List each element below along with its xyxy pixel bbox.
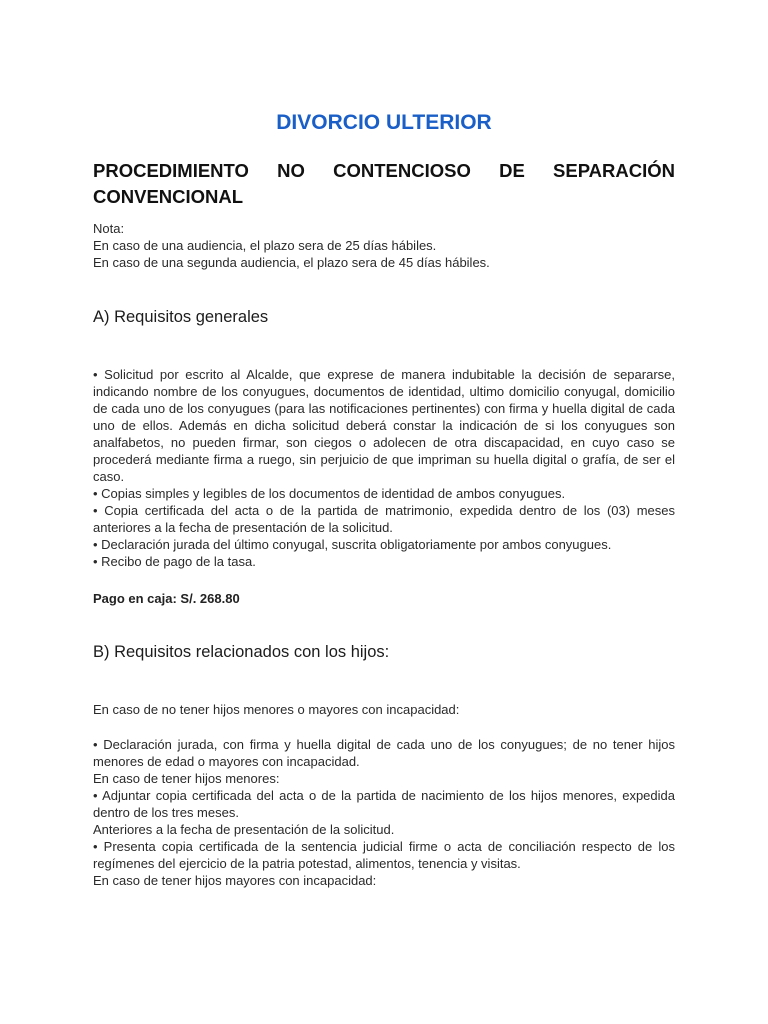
section-b-intro-text: En caso de no tener hijos menores o mayores con incapacidad:	[93, 702, 460, 717]
section-b-requirements	[93, 736, 675, 889]
requirement-item: • Declaración jurada del último conyugal, suscrita obligatoriamente por ambos conyugues.	[93, 537, 612, 552]
note-label: Nota:	[93, 221, 125, 236]
requirement-item: • Copia certificada del acta o de la partida de matrimonio, expedida dentro de los (03) meses anteriores a la fecha de presentación de la solicitud.	[93, 503, 675, 535]
section-a-requirements	[93, 366, 675, 570]
payment-amount: Pago en caja: S/. 268.80	[93, 591, 240, 606]
note-line-2: En caso de una segunda audiencia, el plazo sera de 45 días hábiles.	[93, 255, 490, 270]
requirement-subheading: En caso de tener hijos mayores con incapacidad:	[93, 873, 377, 888]
requirement-item: • Presenta copia certificada de la sentencia judicial firme o acta de conciliación respecto de los regímenes del ejercicio de la patria potestad, alimentos, tenencia y visitas.	[93, 839, 675, 871]
requirement-item: • Solicitud por escrito al Alcalde, que exprese de manera indubitable la decisión de separarse, indicando nombre de los conyugues, documentos de identidad, ultimo domicilio conyugal, domicilio de cada uno de los conyugues (para las notificaciones pertinentes) con firma y huella digital de cada uno de ellos. Además en dicha solicitud deberá constar la indicación de si los conyugues son analfabetos, no pueden firmar, son ciegos o adolecen de otra discapacidad, en cuyo caso se procederá mediante firma a ruego, sin perjuicio de que impriman su huella digital o grafía, de ser el caso.	[93, 367, 675, 484]
requirement-item: • Recibo de pago de la tasa.	[93, 554, 256, 569]
section-a-heading: A) Requisitos generales	[93, 308, 269, 326]
requirement-item: • Adjuntar copia certificada del acta o de la partida de nacimiento de los hijos menores, expedida dentro de los tres meses.	[93, 788, 675, 820]
note-block	[93, 220, 675, 271]
document-subtitle	[93, 158, 675, 210]
requirement-subheading: En caso de tener hijos menores:	[93, 771, 280, 786]
requirement-item: • Declaración jurada, con firma y huella digital de cada uno de los conyugues; de no tener hijos menores de edad o mayores con incapacidad.	[93, 737, 675, 769]
subtitle-line-1: PROCEDIMIENTO NO CONTENCIOSO DE SEPARACIÓN	[93, 160, 675, 181]
note-line-1: En caso de una audiencia, el plazo sera de 25 días hábiles.	[93, 238, 437, 253]
requirement-item: • Copias simples y legibles de los documentos de identidad de ambos conyugues.	[93, 486, 566, 501]
section-b-heading: B) Requisitos relacionados con los hijos:	[93, 643, 390, 661]
subtitle-line-2: CONVENCIONAL	[93, 186, 244, 207]
requirement-item: Anteriores a la fecha de presentación de la solicitud.	[93, 822, 395, 837]
section-b-intro	[93, 701, 675, 718]
document-title: DIVORCIO ULTERIOR	[276, 111, 492, 134]
